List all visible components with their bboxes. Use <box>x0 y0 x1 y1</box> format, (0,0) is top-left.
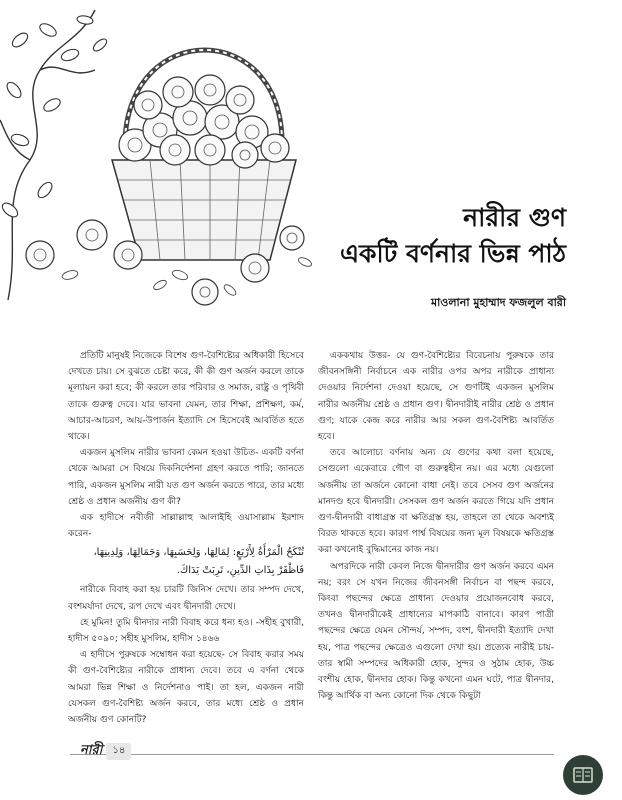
title-line-1: নারীর গুণ <box>463 203 566 232</box>
left-column <box>68 348 304 728</box>
footer-divider <box>70 754 554 755</box>
article-title <box>340 200 566 272</box>
page-number: ১৪ <box>106 743 131 760</box>
paragraph: প্রতিটি মানুষই নিজেকে বিশেষ গুণ-বৈশিষ্ট্যের অধিকারী হিসেবে দেখতে চায়। সে বুঝতে চেষ্টা করে, কী কী গুণ অর্জন করলে তাকে মূল্যায়ন করা হবে; কী করলে তার পরিবার ও সমাজ, রাষ্ট্র ও পৃথিবী তাকে গুরুত্ব দেবে। যার ভাবনা যেমন, তার শিক্ষা, প্রশিক্ষণ, কর্ম, আচার-আচরণ, আয়-উপার্জন ইত্যাদি সে হিসেবেই আবর্তিত হতে থাকে। <box>68 351 304 443</box>
paragraph: একজন মুসলিম নারীর ভাবনা কেমন হওয়া উচিত- একটি বর্ণনা থেকে আমরা সে বিষয়ে দিকনির্দেশনা গ্রহণ করতে পারি; জানতে পারি, একজন মুসলিম নারী যত গুণ অর্জন করতে পারে, তার মধ্যে শ্রেষ্ঠ ও প্রধান অর্জনীয় গুণ কী? <box>68 448 304 507</box>
paragraph: অপরদিকে নারী কেবল নিজে দ্বীনদারীর গুণ অর্জন করবে এমন নয়; বরং সে যখন নিজের জীবনসঙ্গী নির্বাচন বা পছন্দ করবে, কিংবা পছন্দের ক্ষেত্রে প্রাধান্য দেওয়ার প্রয়োজনবোধ করবে, তখনও দ্বীনদারীকেই প্রাধান্যের মাপকাঠি বানাবে। কারণ পাত্রী পছন্দের ক্ষেত্রে যেমন সৌন্দর্য, সম্পদ, বংশ, দ্বীনদারী ইত্যাদি দেখা হয়, পাত্র পছন্দের ক্ষেত্রেও এগুলো দেখা হয়। প্রত্যেক নারীই চায়- তার স্বামী সম্পদের অধিকারী হোক, সুন্দর ও সুঠাম হোক, উচ্চ বংশীয় হোক, দ্বীনদার হোক। কিন্তু কখনো এমন ঘটে, পাত্র দ্বীনদার, কিন্তু আর্থিক বা অন্য কোনো দিক থেকে কিছুটা <box>318 561 554 702</box>
paragraph: এককথায় উত্তর- যে গুণ-বৈশিষ্ট্যের বিবেচনায় পুরুষকে তার জীবনসঙ্গিনী নির্বাচনে এক নারীর ওপর অপর নারীকে প্রাধান্য দেওয়ার নির্দেশনা দেওয়া হয়েছে, সে গুণটিই একজন মুসলিম নারীর অর্জনীয় শ্রেষ্ঠ ও প্রধান গুণ। দ্বীনদারীই নারীর শ্রেষ্ঠ ও প্রধান গুণ; যাকে কেন্দ্র করে নারীর আর সকল গুণ-বৈশিষ্ট্য আবর্তিত হবে। <box>318 351 554 443</box>
page-footer <box>80 741 131 762</box>
author-name: মাওলানা মুহাম্মাদ ফজলুল বারী <box>430 296 566 309</box>
reader-badge-icon[interactable] <box>563 755 603 795</box>
paragraph: নারীকে বিবাহ করা হয় চারটি জিনিস দেখে। তার সম্পদ দেখে, বংশমর্যাদা দেখে, রূপ দেখে এবং দ্বীনদারী দেখে। <box>68 585 304 612</box>
arabic-hadith-text: تُنْكَحُ الْمَرْأَةُ لِأَرْبَعٍ: لِمَالِهَا، وَلِحَسَبِهَا، وَجَمَالِهَا، وَلِدِينِهَا، فَاظْفَرْ بِذَاتِ الدِّينِ، تَرِبَتْ يَدَاكَ. <box>93 547 304 577</box>
paragraph: এ হাদীসে পুরুষকে সম্বোধন করা হয়েছে- সে বিবাহ করার সময় কী গুণ-বৈশিষ্ট্যের নারীকে প্রাধান্য দেবে। তবে এ বর্ণনা থেকে আমরা ভিন্ন শিক্ষা ও নির্দেশনাও পাই। তা হল, একজন নারী যেসকল গুণ-বৈশিষ্ট্য অর্জন করবে, তার মধ্যে শ্রেষ্ঠ ও প্রধান অর্জনীয় গুণ কোনটি? <box>68 650 304 726</box>
paragraph: হে মুমিন! তুমি দ্বীনদার নারী বিবাহ করে ধন্য হও। -সহীহ বুখারী, হাদীস ৫০৯০; সহীহ মুসলিম, হাদীস ১৪৬৬ <box>68 617 304 645</box>
paragraph: এক হাদীসে নবীজী সাল্লাল্লাহু আলাইহি ওয়াসাল্লাম ইরশাদ করেন- <box>68 513 304 540</box>
right-column <box>318 348 554 704</box>
magazine-logo: নারী <box>80 743 103 758</box>
title-line-2: একটি বর্ণনার ভিন্ন পাঠ <box>340 239 566 268</box>
basket-of-roses-illustration <box>0 0 330 320</box>
paragraph: তবে আলোচ্য বর্ণনায় অন্য যে গুণের কথা বলা হয়েছে, সেগুলো একেবারে গৌণ বা গুরুত্বহীন নয়। এর মধ্যে যেগুলো অর্জনীয় তা অর্জনে কোনো বাধা নেই। তবে সেসব গুণ অর্জনের মানদণ্ড হবে দ্বীনদারী। সেসকল গুণ অর্জন করতে গিয়ে যদি প্রধান গুণ-দ্বীনদারী বাধাগ্রস্ত বা ক্ষতিগ্রস্ত হয়, তাহলে তা থেকে অবশ্যই বিরত থাকতে হবে। কারণ পার্শ্ব বিষয়ের জন্য মূল বিষয়কে ক্ষতিগ্রস্ত করা কখনোই বুদ্ধিমানের কাজ নয়। <box>318 448 554 556</box>
